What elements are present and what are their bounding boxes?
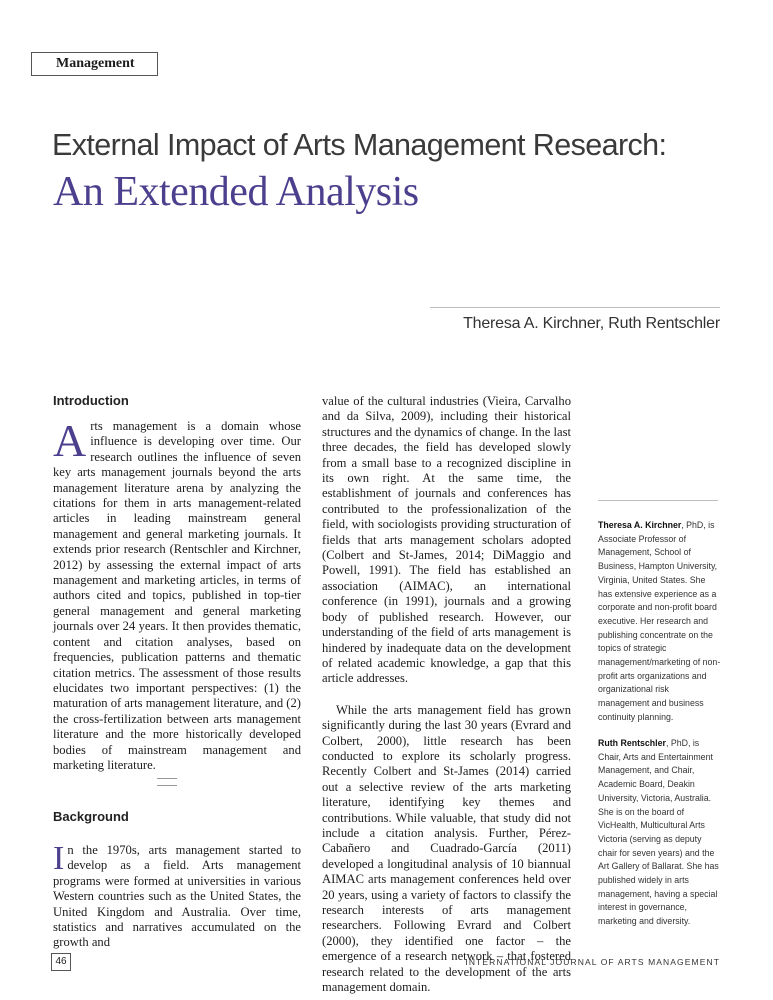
author-bio bbox=[598, 737, 722, 929]
background-heading: Background bbox=[53, 809, 129, 824]
introduction-heading: Introduction bbox=[53, 393, 129, 408]
dropcap: I bbox=[53, 840, 65, 877]
dropcap: A bbox=[53, 415, 87, 466]
page-number: 46 bbox=[51, 953, 71, 971]
bio-name: Theresa A. Kirchner bbox=[598, 520, 682, 530]
background-text: n the 1970s, arts management started to develop as a field. Arts management programs were formed at universities in various Western countries such as the United States, the United Kingdom and Australia. Over time, statistics and narratives accumulated on the growth and bbox=[53, 843, 301, 950]
column-2-body bbox=[322, 394, 571, 995]
section-ornament bbox=[157, 778, 177, 786]
authors: Theresa A. Kirchner, Ruth Rentschler bbox=[463, 315, 720, 332]
bio-divider bbox=[598, 500, 718, 501]
paragraph: While the arts management field has grown significantly during the last 30 years (Evrard and Colbert, 2000), little research has been conducted to explore its scholarly progress. Recently Colbert and St-James (2014) carried out a selective review of the arts marketing literature, identifying key themes and contributions. While valuable, that study did not include a citation analysis. Further, Pérez-Cabañero and Cuadrado-García (2011) developed a longitudinal analysis of 10 biannual AIMAC arts management conferences held over 20 years, using a variety of factors to classify the research interests of arts management researchers. Following Evrard and Colbert (2000), they identified one factor – the emergence of a research network – that fostered research related to the development of the arts management domain. bbox=[322, 702, 571, 995]
divider bbox=[430, 307, 720, 308]
journal-name: INTERNATIONAL JOURNAL OF ARTS MANAGEMENT bbox=[465, 957, 720, 967]
bio-text: , PhD, is Chair, Arts and Entertainment Management, and Chair, Academic Board, Deakin University, Victoria, Australia. She is on the board of VicHealth, Multicultural Arts Victoria (serving as deputy chair for seven years) and the Art Gallery of Ballarat. She has published widely in arts management, having a special interest in governance, marketing and diversity. bbox=[598, 738, 719, 927]
introduction-text: rts management is a domain whose influence is developing over time. Our research outlines the influence of seven key arts management journals beyond the arts management literature arena by analyzing the citations for them in arts management-related articles in leading mainstream general management and general marketing journals. It extends prior research (Rentschler and Kirchner, 2012) by assessing the external impact of arts management and marketing articles, in terms of authors cited and topics, published in top-tier general management and general marketing journals over 24 years. It then provides thematic, content and citation analyses, based on frequencies, publication patterns and thematic citation metrics. The assessment of those results elucidates two important perspectives: (1) the maturation of arts management literature, and (2) the cross-fertilization between arts management literature and the more historically developed bodies of mainstream management and marketing literature. bbox=[53, 419, 301, 772]
bio-name: Ruth Rentschler bbox=[598, 738, 666, 748]
author-bio bbox=[598, 519, 722, 725]
introduction-body bbox=[53, 415, 301, 773]
title-line-1: External Impact of Arts Management Research: bbox=[52, 128, 667, 162]
paragraph: value of the cultural industries (Vieira, Carvalho and da Silva, 2009), including their historical structures and the dynamics of change. In the last three decades, the field has developed slowly from a small base to a recognized discipline in its own right. At the same time, the establishment of journals and conferences has contributed to the professionalization of the field, with sociologists providing structuration of fields that arts management scholars adopted (Colbert and St-James, 2014; DiMaggio and Powell, 1991). The field has established an association (AIMAC), an international conference (in 1991), journals and a growing body of published research. However, our understanding of the field of arts management is hindered by inadequate data on the development of related academic knowledge, a gap that this article addresses. bbox=[322, 394, 571, 686]
background-body bbox=[53, 840, 301, 951]
section-tag: Management bbox=[31, 52, 158, 76]
bio-text: , PhD, is Associate Professor of Management, School of Business, Hampton University, Virginia, United States. She has extensive experience as a corporate and non-profit board executive. Her research and publishing concentrate on the topics of strategic management/marketing of non-profit arts organizations and organizational risk management and business continuity planning. bbox=[598, 520, 721, 722]
title-line-2: An Extended Analysis bbox=[53, 169, 419, 215]
